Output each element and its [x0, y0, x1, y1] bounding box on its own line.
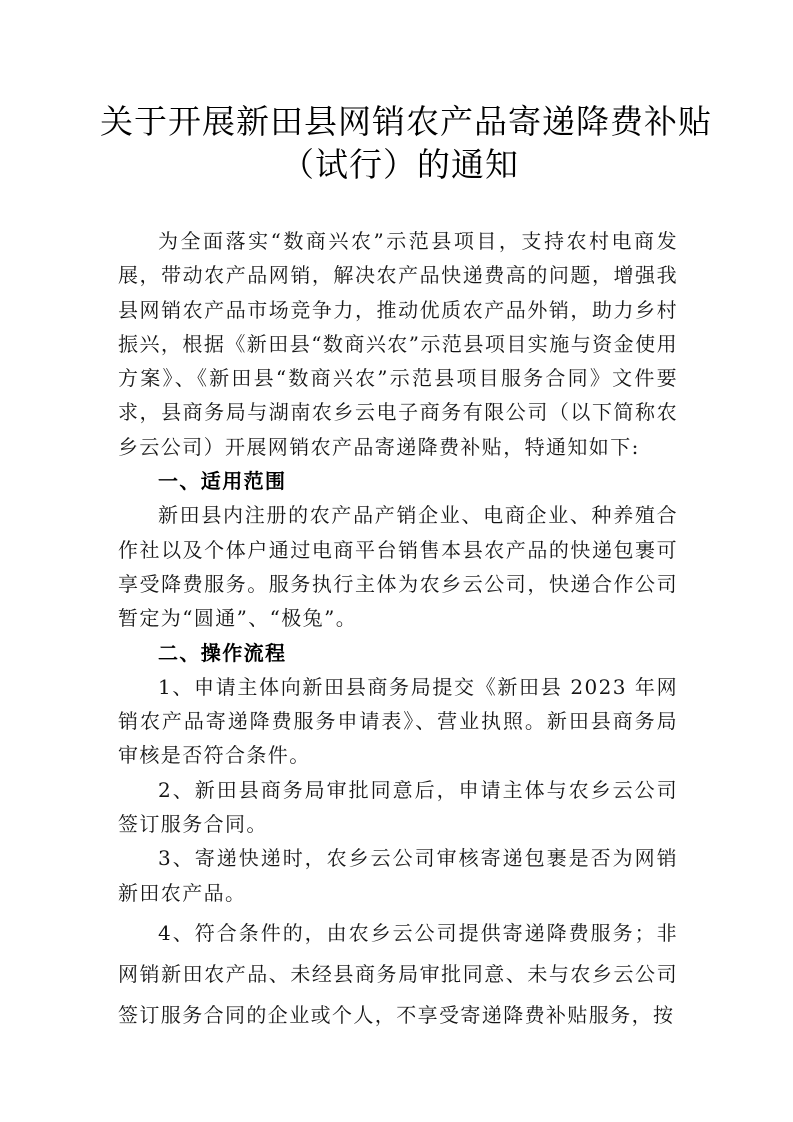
document-title-line-2: （试行）的通知: [281, 145, 519, 184]
section-2-item-1: 1、申请主体向新田县商务局提交《新田县 2023 年网销农产品寄递降费服务申请表》、营业执照。新田县商务局审核是否符合条件。: [118, 674, 678, 768]
section-1-paragraph: 新田县内注册的农产品产销企业、电商企业、种养殖合作社以及个体户通过电商平台销售本县农产品的快递包裹可享受降费服务。服务执行主体为农乡云公司，快递合作公司暂定为“圆通”、“极兔”。: [118, 503, 678, 631]
document-body: [118, 220, 678, 1036]
section-2-item-3: 3、寄递快递时，农乡云公司审核寄递包裹是否为网销新田农产品。: [118, 846, 678, 905]
section-2-heading: 二、操作流程: [158, 640, 287, 665]
section-2-item-2: 2、新田县商务局审批同意后，申请主体与农乡云公司签订服务合同。: [118, 777, 678, 837]
section-2-item-4: 4、符合条件的，由农乡云公司提供寄递降费服务；非网销新田农产品、未经县商务局审批同意、未与农乡云公司签订服务合同的企业或个人，不享受寄递降费补贴服务，按: [118, 920, 678, 1027]
section-1-heading: 一、适用范围: [158, 469, 287, 494]
document-title-line-1: 关于开展新田县网销农产品寄递降费补贴: [100, 102, 712, 141]
intro-paragraph: 为全面落实“数商兴农”示范县项目，支持农村电商发展，带动农产品网销，解决农产品快递费高的问题，增强我县网销农产品市场竞争力，推动优质农产品外销，助力乡村振兴，根据《新田县“数商兴农”示范县项目实施与资金使用方案》、《新田县“数商兴农”示范县项目服务合同》文件要求，县商务局与湖南农乡云电子商务有限公司（以下简称农乡云公司）开展网销农产品寄递降费补贴，特通知如下:: [118, 229, 678, 459]
